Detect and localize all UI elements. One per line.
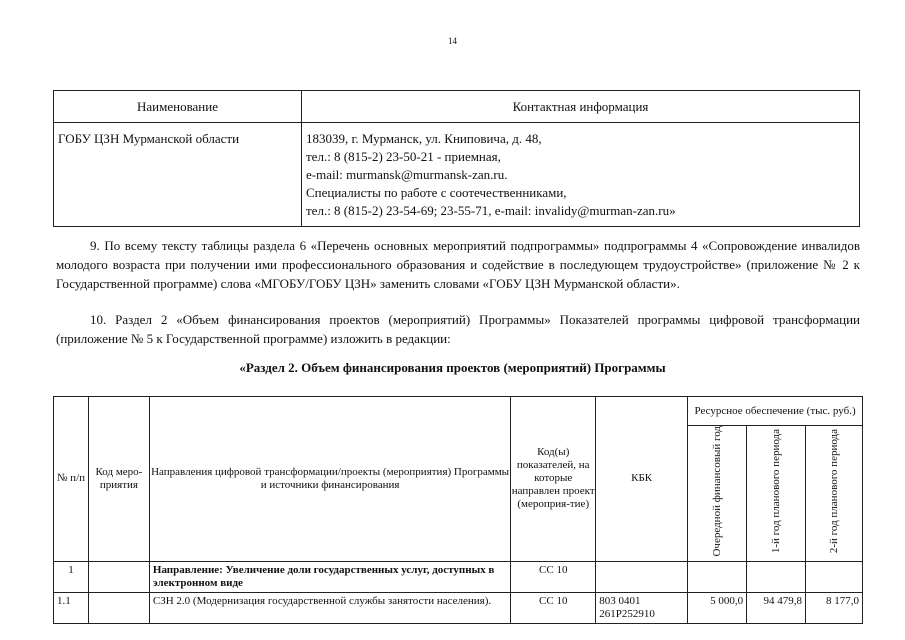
- header-code: Код меро-приятия: [88, 397, 149, 562]
- page-number: 14: [448, 36, 457, 46]
- row-indicators: СС 10: [511, 561, 596, 592]
- header-num: № п/п: [54, 397, 89, 562]
- funding-header-row-1: [54, 397, 863, 426]
- row-year0: [688, 561, 747, 592]
- paragraph-10-text: 10. Раздел 2 «Объем финансирования проектов (мероприятий) Программы» Показателей программы цифровой трансформации (приложение № 5 к Государственной программе) изложить в редакции:: [56, 312, 860, 346]
- section-title: «Раздел 2. Объем финансирования проектов (мероприятий) Программы: [239, 360, 666, 375]
- row-direction: Направление: Увеличение доли государственных услуг, доступных в электронном виде: [149, 561, 510, 592]
- contact-table-header: [54, 91, 860, 123]
- header-name: Наименование: [54, 91, 302, 123]
- paragraph-9-text: 9. По всему тексту таблицы раздела 6 «Перечень основных мероприятий подпрограммы» подпрограммы 4 «Сопровождение инвалидов молодого возраста при получении ими профессионального образования и содействие в последующем трудоустройстве» (приложение № 2 к Государственной программе) слова «МГОБУ/ГОБУ ЦЗН» заменить словами «ГОБУ ЦЗН Мурманской области».: [56, 238, 860, 291]
- header-year2: [806, 426, 863, 562]
- contact-specialists: Специалисты по работе с соотечественниками,: [306, 185, 567, 200]
- header-year0: [688, 426, 747, 562]
- contact-email: e-mail: murmansk@murmansk-zan.ru.: [306, 167, 508, 182]
- header-year1: [747, 426, 806, 562]
- paragraph-10: [56, 310, 860, 348]
- header-kbk: КБК: [596, 397, 688, 562]
- table-row: [54, 592, 863, 623]
- header-year2-label: 2-й год планового периода: [827, 429, 840, 554]
- row-year2: [806, 561, 863, 592]
- header-year1-label: 1-й год планового периода: [769, 429, 782, 554]
- row-direction: СЗН 2.0 (Модернизация государственной службы занятости населения).: [149, 592, 510, 623]
- row-code: [88, 592, 149, 623]
- contact-details: [302, 123, 860, 227]
- header-contact-info: Контактная информация: [302, 91, 860, 123]
- row-kbk: [596, 561, 688, 592]
- row-year1: [747, 561, 806, 592]
- table-row: [54, 561, 863, 592]
- table-row: [54, 123, 860, 227]
- row-year1: 94 479,8: [747, 592, 806, 623]
- header-indicators: Код(ы) показателей, на которые направлен проект (мероприя-тие): [511, 397, 596, 562]
- organization-name: ГОБУ ЦЗН Мурманской области: [54, 123, 302, 227]
- header-direction: Направления цифровой трансформации/проекты (мероприятия) Программы и источники финансирования: [149, 397, 510, 562]
- funding-table: [53, 396, 863, 624]
- row-code: [88, 561, 149, 592]
- row-kbk: 803 0401 261Р252910: [596, 592, 688, 623]
- contact-phone-specialists: тел.: 8 (815-2) 23-54-69; 23-55-71, e-mail: invalidy@murman-zan.ru»: [306, 203, 676, 218]
- row-num: 1: [54, 561, 89, 592]
- contact-phone-reception: тел.: 8 (815-2) 23-50-21 - приемная,: [306, 149, 501, 164]
- row-year0: 5 000,0: [688, 592, 747, 623]
- header-year0-label: Очередной финансовый год: [710, 426, 723, 557]
- row-year2: 8 177,0: [806, 592, 863, 623]
- row-indicators: СС 10: [511, 592, 596, 623]
- row-num: 1.1: [54, 592, 89, 623]
- paragraph-9: [56, 236, 860, 293]
- contact-table: [53, 90, 860, 227]
- header-resources: Ресурсное обеспечение (тыс. руб.): [688, 397, 863, 426]
- contact-address: 183039, г. Мурманск, ул. Книповича, д. 48,: [306, 131, 542, 146]
